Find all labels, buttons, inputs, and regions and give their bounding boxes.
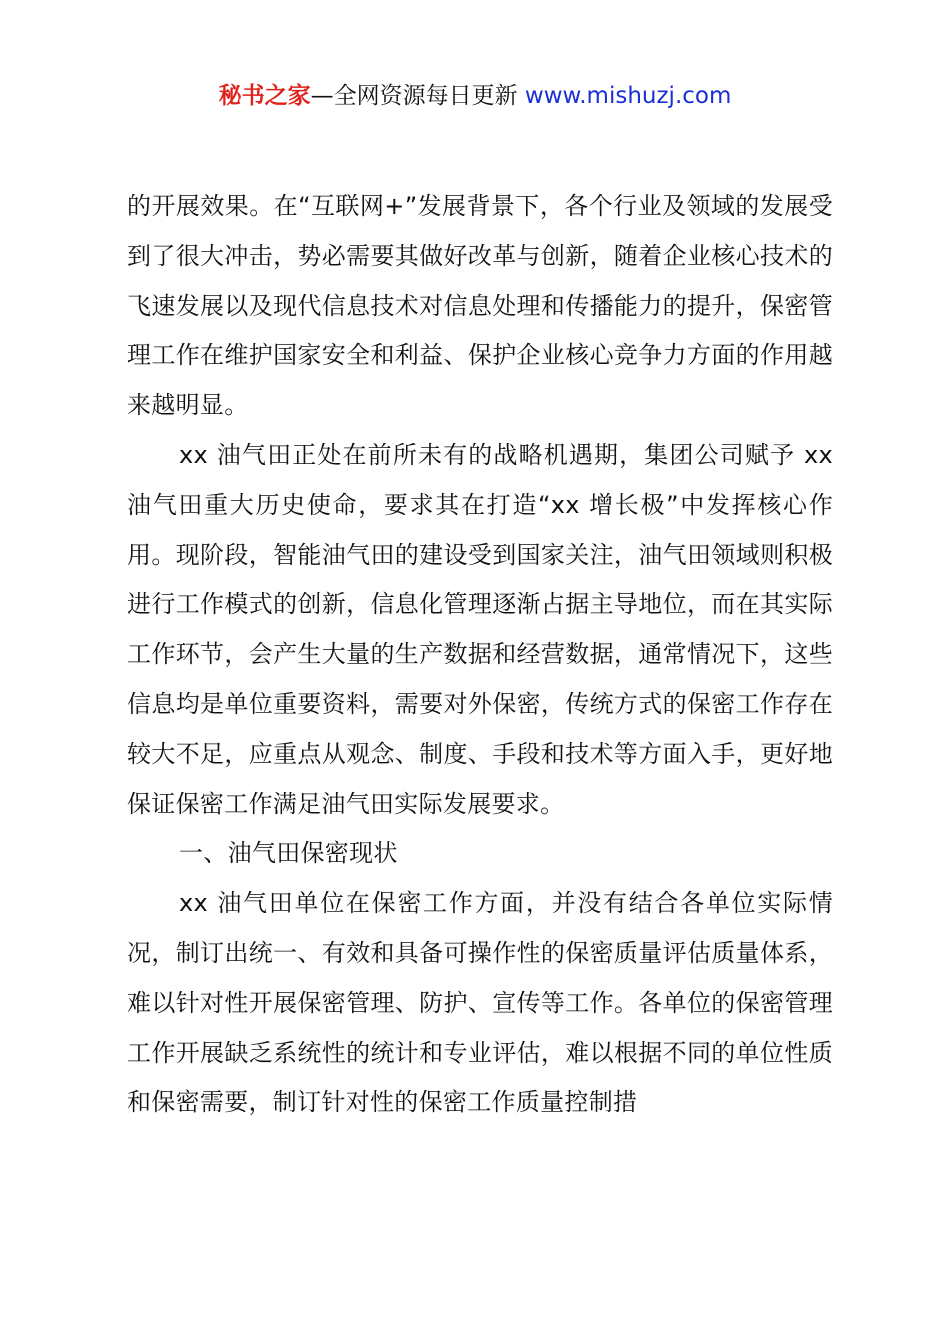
- paragraph-2: xx 油气田正处在前所未有的战略机遇期，集团公司赋予 xx 油气田重大历史使命，要求其在打造“xx 增长极”中发挥核心作用。现阶段，智能油气田的建设受到国家关注，油气田领域则积极进行工作模式的创新，信息化管理逐渐占据主导地位，而在其实际工作环节，会产生大量的生产数据和经营数据，通常情况下，这些信息均是单位重要资料，需要对外保密，传统方式的保密工作存在较大不足，应重点从观念、制度、手段和技术等方面入手，更好地保证保密工作满足油气田实际发展要求。: [127, 440, 833, 818]
- document-body: [127, 182, 833, 1128]
- section-heading: 一、油气田保密现状: [179, 839, 398, 868]
- header-brand: 秘书之家: [218, 83, 311, 109]
- paragraph-1: 的开展效果。在“互联网+”发展背景下，各个行业及领域的发展受到了很大冲击，势必需要其做好改革与创新，随着企业核心技术的飞速发展以及现代信息技术对信息处理和传播能力的提升，保密管理工作在维护国家安全和利益、保护企业核心竞争力方面的作用越来越明显。: [127, 192, 833, 420]
- header-site-link[interactable]: www.mishuzj.com: [524, 83, 732, 109]
- page-header: [0, 78, 950, 114]
- header-tagline: —全网资源每日更新: [310, 83, 518, 109]
- paragraph-3: xx 油气田单位在保密工作方面，并没有结合各单位实际情况，制订出统一、有效和具备可操作性的保密质量评估质量体系，难以针对性开展保密管理、防护、宣传等工作。各单位的保密管理工作开展缺乏系统性的统计和专业评估，难以根据不同的单位性质和保密需要，制订针对性的保密工作质量控制措: [127, 889, 833, 1117]
